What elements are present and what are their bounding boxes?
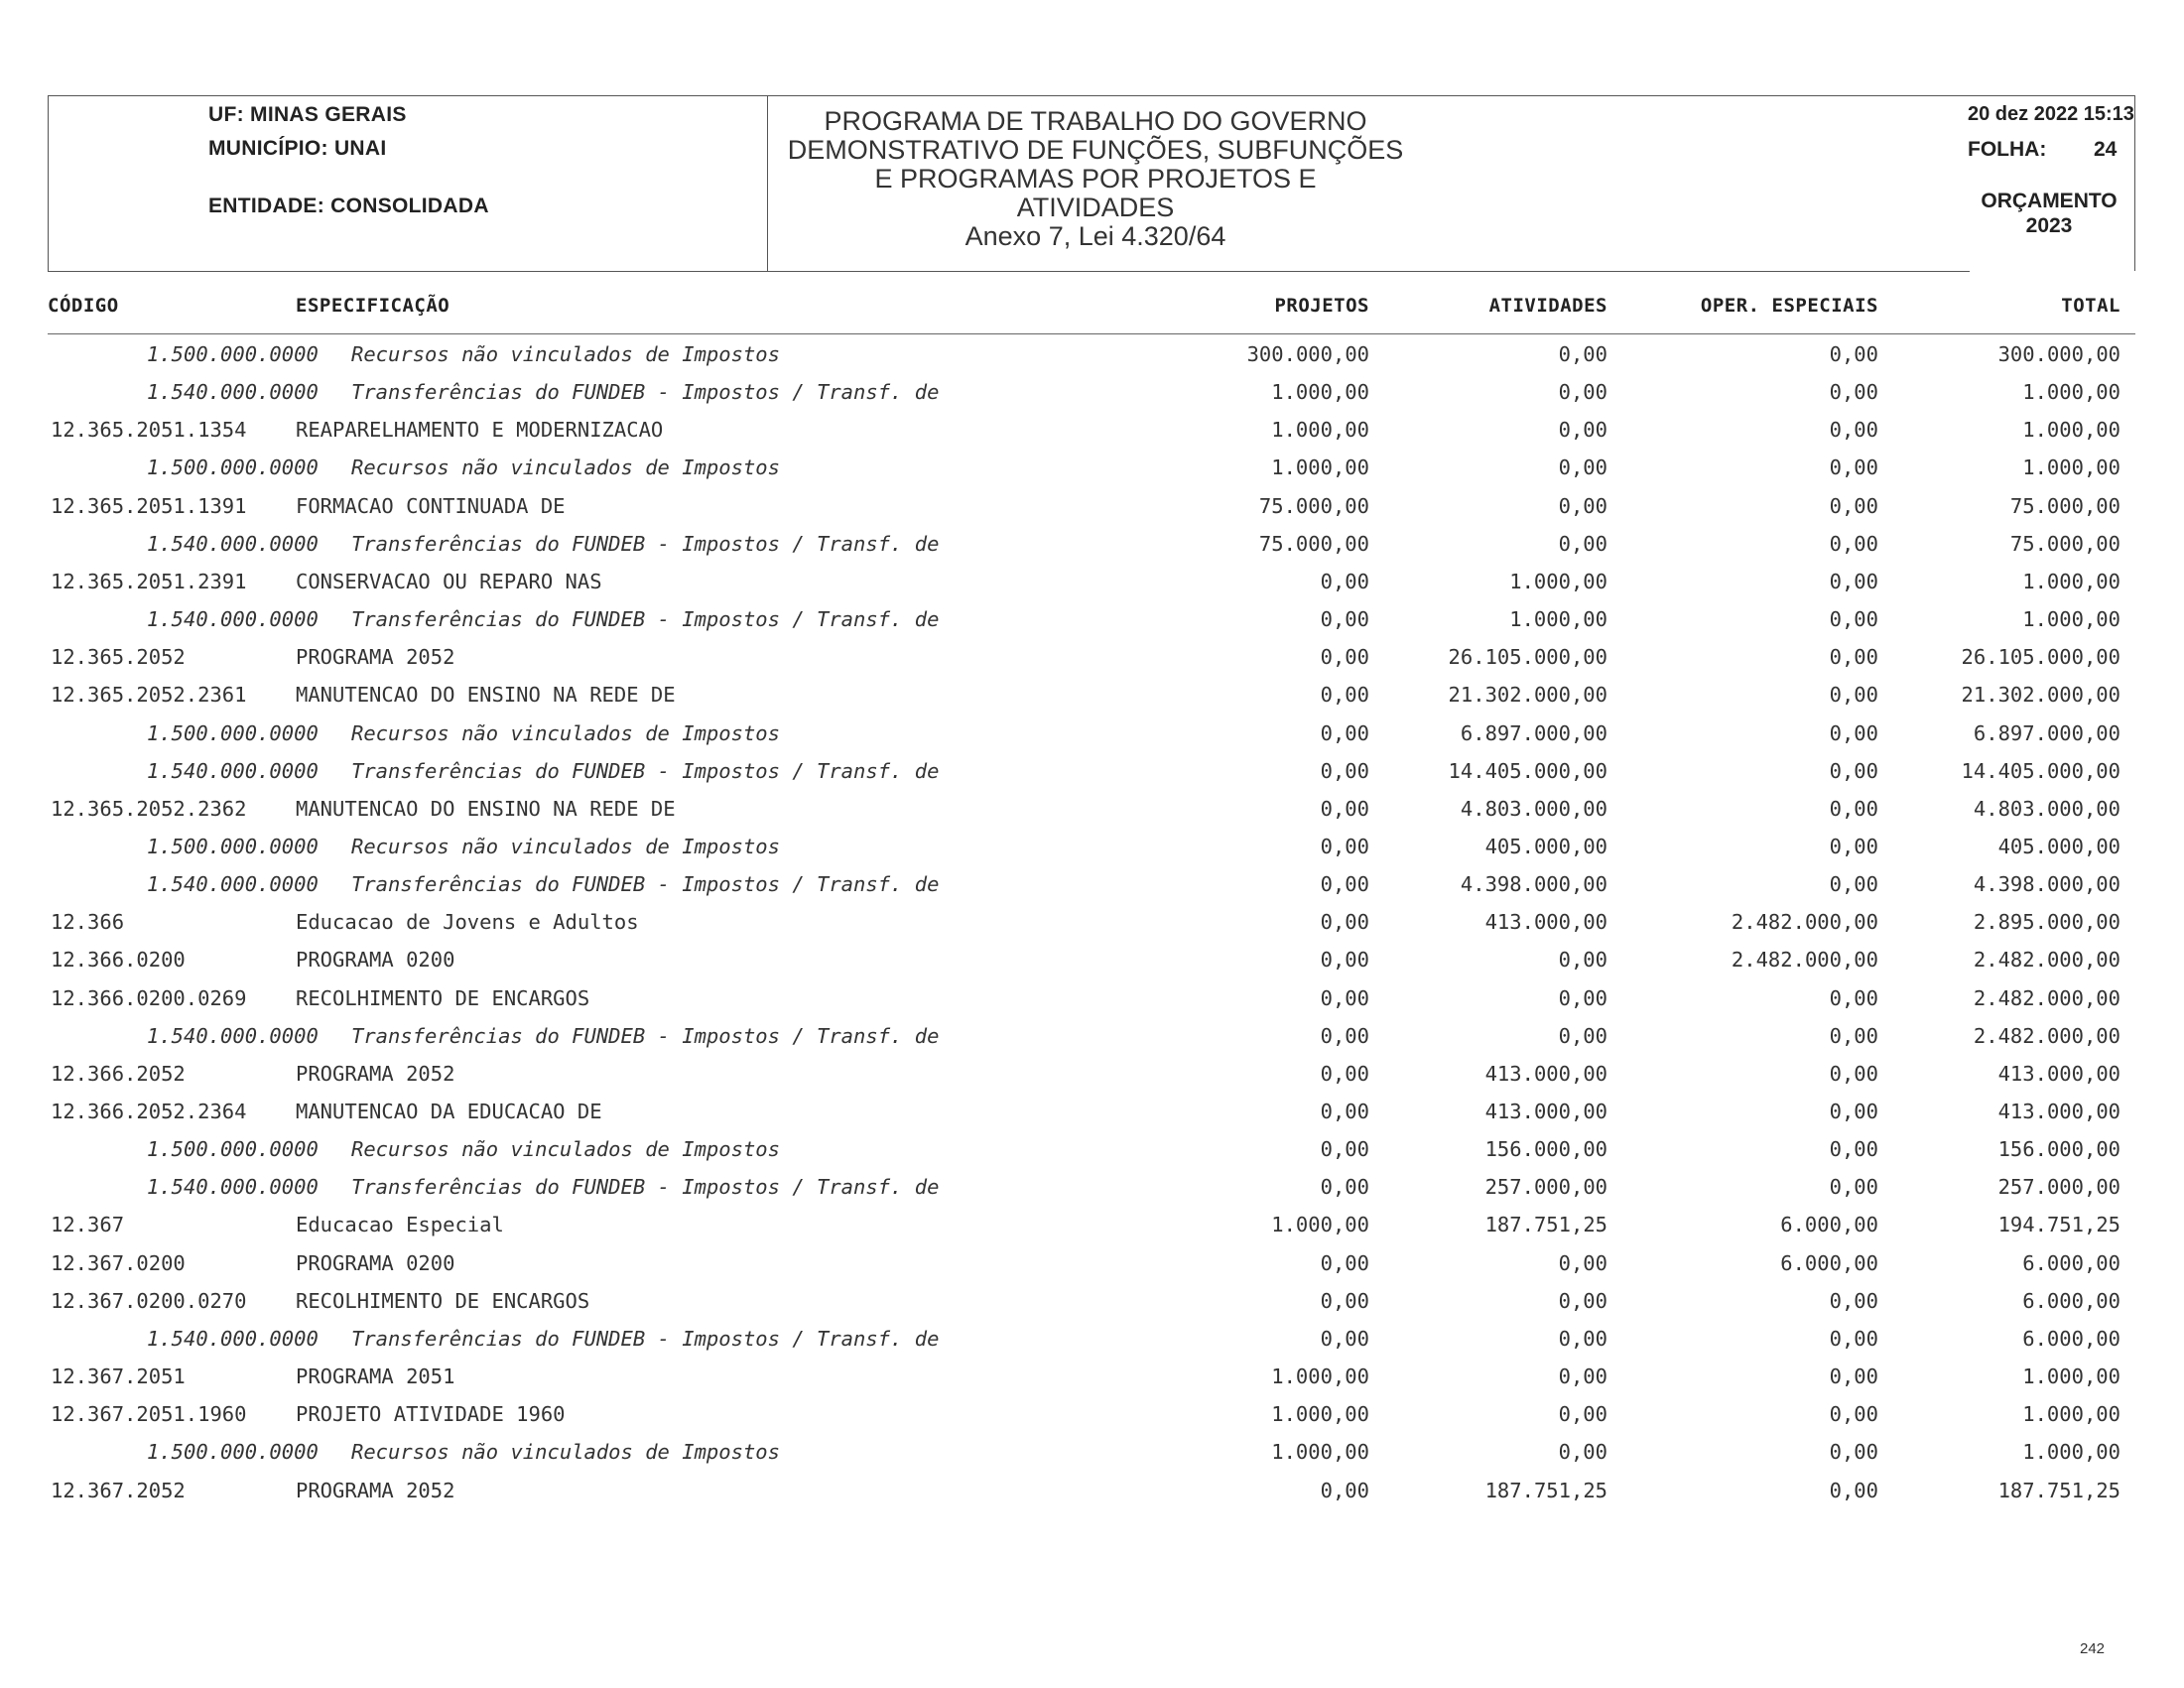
report-title-line: ATIVIDADES — [1016, 193, 1175, 222]
row-projetos: 0,00 — [1320, 683, 1369, 708]
row-especificacao: Recursos não vinculados de Impostos — [351, 1440, 780, 1465]
row-projetos: 75.000,00 — [1258, 493, 1369, 518]
table-row — [0, 1402, 2184, 1440]
row-total: 75.000,00 — [2009, 493, 2120, 518]
fonte-row — [0, 835, 2184, 872]
row-projetos: 1.000,00 — [1271, 418, 1369, 443]
row-code: 12.367.2051 — [51, 1364, 186, 1389]
row-oper-especiais: 0,00 — [1829, 418, 1878, 443]
row-atividades: 0,00 — [1558, 1250, 1607, 1275]
row-projetos: 300.000,00 — [1246, 342, 1369, 366]
fonte-row — [0, 1024, 2184, 1062]
row-total: 257.000,00 — [1997, 1175, 2120, 1200]
row-especificacao: PROGRAMA 0200 — [296, 1250, 455, 1275]
row-atividades: 0,00 — [1558, 1440, 1607, 1465]
row-especificacao: RECOLHIMENTO DE ENCARGOS — [296, 1288, 590, 1313]
row-especificacao: MANUTENCAO DO ENSINO NA REDE DE — [296, 796, 676, 821]
row-especificacao: PROGRAMA 0200 — [296, 948, 455, 973]
row-code: 1.540.000.0000 — [147, 1326, 319, 1351]
orcamento-label: ORÇAMENTO — [1981, 190, 2118, 212]
table-row — [0, 1062, 2184, 1100]
row-projetos: 0,00 — [1320, 1100, 1369, 1123]
row-projetos: 0,00 — [1320, 872, 1369, 897]
row-especificacao: MANUTENCAO DA EDUCACAO DE — [296, 1100, 602, 1123]
table-row — [0, 683, 2184, 720]
row-especificacao: CONSERVACAO OU REPARO NAS — [296, 569, 602, 593]
row-especificacao: Recursos não vinculados de Impostos — [351, 455, 780, 480]
fonte-row — [0, 759, 2184, 797]
row-oper-especiais: 0,00 — [1829, 758, 1878, 783]
row-code: 12.365.2051.1354 — [51, 418, 247, 443]
row-especificacao: FORMACAO CONTINUADA DE — [296, 493, 566, 518]
row-total: 1.000,00 — [2022, 607, 2120, 632]
row-atividades: 0,00 — [1558, 985, 1607, 1010]
row-total: 413.000,00 — [1997, 1100, 2120, 1123]
row-especificacao: Transferências do FUNDEB - Impostos / Transf. de — [351, 1023, 940, 1048]
row-projetos: 0,00 — [1320, 1250, 1369, 1275]
row-atividades: 405.000,00 — [1484, 834, 1607, 858]
table-row — [0, 1364, 2184, 1402]
row-projetos: 0,00 — [1320, 720, 1369, 745]
row-projetos: 0,00 — [1320, 758, 1369, 783]
row-total: 14.405.000,00 — [1961, 758, 2120, 783]
row-oper-especiais: 0,00 — [1829, 1100, 1878, 1123]
row-especificacao: Transferências do FUNDEB - Impostos / Transf. de — [351, 1175, 940, 1200]
row-projetos: 1.000,00 — [1271, 1402, 1369, 1427]
row-atividades: 0,00 — [1558, 1326, 1607, 1351]
row-especificacao: Recursos não vinculados de Impostos — [351, 720, 780, 745]
folha-label: FOLHA: — [1968, 138, 2047, 161]
row-especificacao: PROJETO ATIVIDADE 1960 — [296, 1402, 566, 1427]
row-total: 6.000,00 — [2022, 1326, 2120, 1351]
row-atividades: 1.000,00 — [1509, 569, 1607, 593]
page-number: 242 — [2080, 1640, 2106, 1657]
row-oper-especiais: 0,00 — [1829, 872, 1878, 897]
row-especificacao: Transferências do FUNDEB - Impostos / Transf. de — [351, 872, 940, 897]
row-oper-especiais: 0,00 — [1829, 569, 1878, 593]
row-projetos: 1.000,00 — [1271, 455, 1369, 480]
row-atividades: 26.105.000,00 — [1448, 645, 1607, 670]
fonte-row — [0, 607, 2184, 645]
row-projetos: 0,00 — [1320, 1288, 1369, 1313]
row-total: 2.482.000,00 — [1973, 948, 2120, 973]
row-total: 187.751,25 — [1997, 1478, 2120, 1502]
row-especificacao: Recursos não vinculados de Impostos — [351, 1137, 780, 1162]
fonte-row — [0, 342, 2184, 380]
row-code: 12.367.2052 — [51, 1478, 186, 1502]
row-atividades: 4.803.000,00 — [1460, 796, 1607, 821]
row-oper-especiais: 0,00 — [1829, 796, 1878, 821]
row-atividades: 0,00 — [1558, 342, 1607, 366]
row-atividades: 0,00 — [1558, 948, 1607, 973]
fonte-row — [0, 721, 2184, 759]
header-notch — [1970, 271, 2138, 277]
fonte-row — [0, 872, 2184, 910]
row-total: 21.302.000,00 — [1961, 683, 2120, 708]
table-row — [0, 1100, 2184, 1137]
row-code: 12.366.2052 — [51, 1061, 186, 1086]
report-title-line: E PROGRAMAS POR PROJETOS E — [874, 164, 1317, 194]
report-datetime: 20 dez 2022 15:13 — [1968, 103, 2134, 125]
row-code: 1.540.000.0000 — [147, 1023, 319, 1048]
row-total: 2.482.000,00 — [1973, 1023, 2120, 1048]
row-code: 12.366.2052.2364 — [51, 1100, 247, 1123]
row-especificacao: Transferências do FUNDEB - Impostos / Transf. de — [351, 380, 940, 405]
column-header-projetos: PROJETOS — [1274, 295, 1369, 317]
row-projetos: 0,00 — [1320, 985, 1369, 1010]
row-atividades: 0,00 — [1558, 380, 1607, 405]
table-row — [0, 645, 2184, 683]
row-especificacao: RECOLHIMENTO DE ENCARGOS — [296, 985, 590, 1010]
row-projetos: 0,00 — [1320, 607, 1369, 632]
row-atividades: 1.000,00 — [1509, 607, 1607, 632]
orcamento-year: 2023 — [2025, 214, 2073, 237]
row-especificacao: Educacao de Jovens e Adultos — [296, 910, 639, 935]
row-especificacao: Transferências do FUNDEB - Impostos / Transf. de — [351, 607, 940, 632]
row-oper-especiais: 0,00 — [1829, 493, 1878, 518]
fonte-row — [0, 1440, 2184, 1478]
row-especificacao: Educacao Especial — [296, 1213, 504, 1237]
row-projetos: 0,00 — [1320, 910, 1369, 935]
row-projetos: 0,00 — [1320, 834, 1369, 858]
row-oper-especiais: 0,00 — [1829, 834, 1878, 858]
row-total: 194.751,25 — [1997, 1213, 2120, 1237]
row-atividades: 187.751,25 — [1484, 1478, 1607, 1502]
row-especificacao: MANUTENCAO DO ENSINO NA REDE DE — [296, 683, 676, 708]
fonte-row — [0, 1137, 2184, 1175]
row-total: 1.000,00 — [2022, 569, 2120, 593]
row-oper-especiais: 0,00 — [1829, 1061, 1878, 1086]
row-projetos: 0,00 — [1320, 796, 1369, 821]
row-atividades: 413.000,00 — [1484, 1100, 1607, 1123]
row-oper-especiais: 0,00 — [1829, 607, 1878, 632]
row-especificacao: REAPARELHAMENTO E MODERNIZACAO — [296, 418, 664, 443]
row-projetos: 0,00 — [1320, 1137, 1369, 1162]
row-code: 1.540.000.0000 — [147, 872, 319, 897]
row-atividades: 4.398.000,00 — [1460, 872, 1607, 897]
row-code: 1.540.000.0000 — [147, 531, 319, 556]
row-code: 12.367.0200.0270 — [51, 1288, 247, 1313]
row-oper-especiais: 0,00 — [1829, 342, 1878, 366]
report-title-line: PROGRAMA DE TRABALHO DO GOVERNO — [824, 106, 1367, 136]
fonte-row — [0, 455, 2184, 493]
table-row — [0, 1213, 2184, 1250]
row-total: 4.398.000,00 — [1973, 872, 2120, 897]
row-oper-especiais: 0,00 — [1829, 1288, 1878, 1313]
row-code: 12.367.2051.1960 — [51, 1402, 247, 1427]
row-atividades: 6.897.000,00 — [1460, 720, 1607, 745]
row-total: 2.895.000,00 — [1973, 910, 2120, 935]
table-row — [0, 1289, 2184, 1327]
table-row — [0, 1251, 2184, 1289]
row-code: 12.366.0200 — [51, 948, 186, 973]
table-row — [0, 1479, 2184, 1516]
row-total: 405.000,00 — [1997, 834, 2120, 858]
row-total: 1.000,00 — [2022, 1364, 2120, 1389]
table-row — [0, 494, 2184, 532]
row-especificacao: PROGRAMA 2051 — [296, 1364, 455, 1389]
row-total: 4.803.000,00 — [1973, 796, 2120, 821]
row-oper-especiais: 0,00 — [1829, 985, 1878, 1010]
row-projetos: 0,00 — [1320, 948, 1369, 973]
row-projetos: 1.000,00 — [1271, 1440, 1369, 1465]
row-especificacao: PROGRAMA 2052 — [296, 1478, 455, 1502]
row-code: 12.365.2052.2362 — [51, 796, 247, 821]
row-especificacao: Transferências do FUNDEB - Impostos / Transf. de — [351, 531, 940, 556]
row-oper-especiais: 0,00 — [1829, 683, 1878, 708]
row-code: 12.367.0200 — [51, 1250, 186, 1275]
row-code: 12.365.2052.2361 — [51, 683, 247, 708]
row-atividades: 257.000,00 — [1484, 1175, 1607, 1200]
municipio-label: MUNICÍPIO: UNAI — [208, 137, 387, 160]
row-code: 1.500.000.0000 — [147, 342, 319, 366]
row-atividades: 0,00 — [1558, 1288, 1607, 1313]
row-projetos: 0,00 — [1320, 569, 1369, 593]
row-code: 1.540.000.0000 — [147, 607, 319, 632]
table-row — [0, 797, 2184, 835]
row-especificacao: Transferências do FUNDEB - Impostos / Transf. de — [351, 758, 940, 783]
row-code: 12.365.2051.1391 — [51, 493, 247, 518]
row-atividades: 413.000,00 — [1484, 910, 1607, 935]
row-oper-especiais: 0,00 — [1829, 455, 1878, 480]
row-total: 1.000,00 — [2022, 1440, 2120, 1465]
row-oper-especiais: 0,00 — [1829, 1137, 1878, 1162]
report-title — [768, 107, 1423, 251]
row-oper-especiais: 0,00 — [1829, 1402, 1878, 1427]
row-projetos: 0,00 — [1320, 1175, 1369, 1200]
row-total: 1.000,00 — [2022, 380, 2120, 405]
row-projetos: 1.000,00 — [1271, 380, 1369, 405]
row-atividades: 0,00 — [1558, 531, 1607, 556]
row-code: 1.500.000.0000 — [147, 834, 319, 858]
row-atividades: 0,00 — [1558, 1364, 1607, 1389]
row-total: 75.000,00 — [2009, 531, 2120, 556]
column-header-rule — [48, 333, 2135, 334]
row-total: 300.000,00 — [1997, 342, 2120, 366]
row-oper-especiais: 6.000,00 — [1780, 1213, 1878, 1237]
row-oper-especiais: 2.482.000,00 — [1731, 948, 1878, 973]
row-total: 1.000,00 — [2022, 455, 2120, 480]
row-projetos: 0,00 — [1320, 1023, 1369, 1048]
row-total: 6.000,00 — [2022, 1250, 2120, 1275]
row-total: 1.000,00 — [2022, 1402, 2120, 1427]
row-total: 6.897.000,00 — [1973, 720, 2120, 745]
row-oper-especiais: 6.000,00 — [1780, 1250, 1878, 1275]
row-total: 6.000,00 — [2022, 1288, 2120, 1313]
table-row — [0, 418, 2184, 455]
row-oper-especiais: 0,00 — [1829, 1175, 1878, 1200]
fonte-row — [0, 1327, 2184, 1364]
row-especificacao: PROGRAMA 2052 — [296, 645, 455, 670]
row-projetos: 0,00 — [1320, 645, 1369, 670]
row-projetos: 1.000,00 — [1271, 1364, 1369, 1389]
row-especificacao: Transferências do FUNDEB - Impostos / Transf. de — [351, 1326, 940, 1351]
table-row — [0, 986, 2184, 1024]
row-code: 1.500.000.0000 — [147, 1137, 319, 1162]
table-row — [0, 910, 2184, 948]
row-oper-especiais: 0,00 — [1829, 1326, 1878, 1351]
folha-value: 24 — [2094, 138, 2118, 161]
row-code: 1.540.000.0000 — [147, 758, 319, 783]
row-code: 1.500.000.0000 — [147, 455, 319, 480]
fonte-row — [0, 532, 2184, 570]
row-atividades: 156.000,00 — [1484, 1137, 1607, 1162]
row-code: 1.540.000.0000 — [147, 1175, 319, 1200]
row-oper-especiais: 0,00 — [1829, 1364, 1878, 1389]
row-code: 12.366.0200.0269 — [51, 985, 247, 1010]
table-row — [0, 948, 2184, 985]
uf-label: UF: MINAS GERAIS — [208, 103, 407, 126]
row-atividades: 21.302.000,00 — [1448, 683, 1607, 708]
report-title-line: DEMONSTRATIVO DE FUNÇÕES, SUBFUNÇÕES — [787, 135, 1404, 165]
row-code: 12.365.2052 — [51, 645, 186, 670]
row-projetos: 1.000,00 — [1271, 1213, 1369, 1237]
row-oper-especiais: 0,00 — [1829, 380, 1878, 405]
row-oper-especiais: 0,00 — [1829, 1478, 1878, 1502]
row-oper-especiais: 0,00 — [1829, 1440, 1878, 1465]
row-projetos: 75.000,00 — [1258, 531, 1369, 556]
row-total: 2.482.000,00 — [1973, 985, 2120, 1010]
row-oper-especiais: 0,00 — [1829, 720, 1878, 745]
row-atividades: 187.751,25 — [1484, 1213, 1607, 1237]
row-atividades: 0,00 — [1558, 1023, 1607, 1048]
row-code: 12.366 — [51, 910, 125, 935]
row-code: 1.540.000.0000 — [147, 380, 319, 405]
row-code: 12.367 — [51, 1213, 125, 1237]
row-oper-especiais: 0,00 — [1829, 645, 1878, 670]
row-especificacao: Recursos não vinculados de Impostos — [351, 834, 780, 858]
row-projetos: 0,00 — [1320, 1061, 1369, 1086]
fonte-row — [0, 380, 2184, 418]
row-atividades: 0,00 — [1558, 418, 1607, 443]
row-total: 156.000,00 — [1997, 1137, 2120, 1162]
row-projetos: 0,00 — [1320, 1326, 1369, 1351]
row-especificacao: PROGRAMA 2052 — [296, 1061, 455, 1086]
report-title-line: Anexo 7, Lei 4.320/64 — [964, 221, 1226, 251]
row-total: 26.105.000,00 — [1961, 645, 2120, 670]
row-atividades: 0,00 — [1558, 1402, 1607, 1427]
row-code: 12.365.2051.2391 — [51, 569, 247, 593]
column-header-oper-especiais: OPER. ESPECIAIS — [1700, 295, 1878, 317]
row-atividades: 0,00 — [1558, 493, 1607, 518]
row-projetos: 0,00 — [1320, 1478, 1369, 1502]
table-row — [0, 570, 2184, 607]
column-header-atividades: ATIVIDADES — [1488, 295, 1607, 317]
column-header-especificacao: ESPECIFICAÇÃO — [296, 295, 450, 317]
row-atividades: 14.405.000,00 — [1448, 758, 1607, 783]
column-header-codigo: CÓDIGO — [48, 295, 119, 317]
row-code: 1.500.000.0000 — [147, 720, 319, 745]
entidade-label: ENTIDADE: CONSOLIDADA — [208, 195, 489, 217]
row-oper-especiais: 2.482.000,00 — [1731, 910, 1878, 935]
row-total: 413.000,00 — [1997, 1061, 2120, 1086]
row-oper-especiais: 0,00 — [1829, 531, 1878, 556]
column-header-total: TOTAL — [2061, 295, 2120, 317]
row-total: 1.000,00 — [2022, 418, 2120, 443]
row-especificacao: Recursos não vinculados de Impostos — [351, 342, 780, 366]
row-code: 1.500.000.0000 — [147, 1440, 319, 1465]
row-atividades: 0,00 — [1558, 455, 1607, 480]
row-oper-especiais: 0,00 — [1829, 1023, 1878, 1048]
fonte-row — [0, 1175, 2184, 1213]
row-atividades: 413.000,00 — [1484, 1061, 1607, 1086]
